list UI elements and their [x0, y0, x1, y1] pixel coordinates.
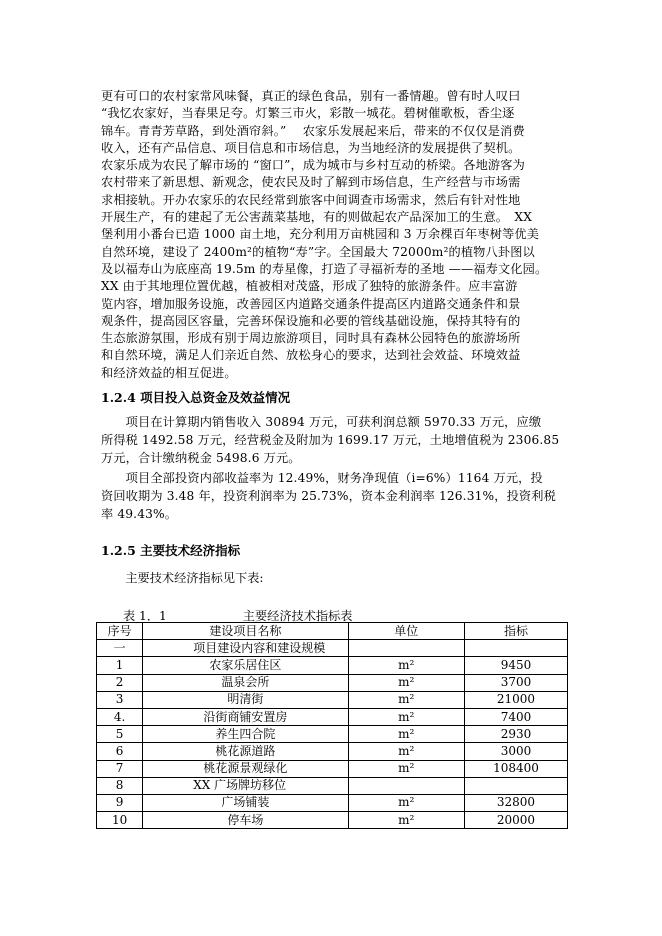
table-title: 主要经济技术指标表: [242, 609, 353, 623]
cell-unit: m²: [348, 657, 464, 674]
cell-name: 温泉会所: [143, 674, 348, 691]
text-line: 求相接轨。开办农家乐的农民经常到旅客中间调查市场需求，然后有针对性地: [101, 192, 521, 207]
table-row: [97, 708, 568, 725]
cell-no: 5: [97, 726, 143, 743]
table-row: [97, 743, 568, 760]
cell-no: 2: [97, 674, 143, 691]
cell-value: 2930: [464, 726, 567, 743]
cell-unit: m²: [348, 726, 464, 743]
text-line: 和自然环境，满足人们亲近自然、放松身心的要求，达到社会效益、环境效益: [101, 348, 521, 363]
section-heading-1-2-5: 1.2.5 主要技术经济指标: [101, 543, 241, 558]
cell-name: 桃花源景观绿化: [143, 760, 348, 777]
text-line: 所得税 1492.58 万元，经营税金及附加为 1699.17 万元，土地增值税为 2306.85: [101, 432, 560, 447]
cell-no: 4.: [97, 708, 143, 725]
cell-unit: m²: [348, 812, 464, 829]
cell-no: 一: [97, 640, 143, 657]
cell-value: 3000: [464, 743, 567, 760]
returns-paragraph: [101, 470, 561, 523]
table-row: [97, 657, 568, 674]
text-line: 观条件，提高园区容量，完善环保设施和必要的管线基础设施，保持其特有的: [101, 313, 521, 328]
text-line: 项目全部投资内部收益率为 12.49%，财务净现值（i=6%）1164 万元，投: [101, 471, 543, 485]
cell-unit: [348, 777, 464, 794]
cell-value: [464, 640, 567, 657]
cell-unit: m²: [348, 743, 464, 760]
text-line: 更有可口的农村家常风味餐，真正的绿色食品，别有一番情趣。曾有时人叹曰: [101, 89, 521, 103]
intro-paragraph: [101, 88, 561, 382]
cell-no: 3: [97, 691, 143, 708]
cell-no: 7: [97, 760, 143, 777]
cell-no: 9: [97, 794, 143, 811]
cell-no: 6: [97, 743, 143, 760]
cell-unit: m²: [348, 708, 464, 725]
text-line: “我忆农家好，当春果足夸。灯繁三市火，彩散一城花。碧树催歌板，香尘逐: [101, 106, 515, 121]
cell-no: 10: [97, 812, 143, 829]
text-line: 收入，还有产品信息、项目信息和市场信息，为当地经济的发展提供了契机。: [101, 140, 521, 155]
cell-name: 桃花源道路: [143, 743, 348, 760]
text-line: 锦车。青青芳草路，到处酒帘斜。” 农家乐发展起来后，带来的不仅仅是消费: [101, 123, 525, 138]
cell-value: 3700: [464, 674, 567, 691]
cell-name: 项目建设内容和建设规模: [143, 640, 348, 657]
table-row: [97, 640, 568, 657]
text-line: 生态旅游氛围，形成有别于周边旅游项目，同时具有森林公园特色的旅游场所: [101, 331, 521, 346]
cell-unit: [348, 640, 464, 657]
cell-no: 1: [97, 657, 143, 674]
cell-value: 9450: [464, 657, 567, 674]
header-unit: 单位: [348, 623, 464, 640]
text-line: 率 49.43%。: [101, 506, 178, 521]
cell-name: 广场铺装: [143, 794, 348, 811]
cell-name: 沿街商铺安置房: [143, 708, 348, 725]
cell-unit: m²: [348, 691, 464, 708]
table-row: [97, 812, 568, 829]
cell-name: 农家乐居住区: [143, 657, 348, 674]
table-intro-text: 主要技术经济指标见下表:: [101, 571, 264, 585]
header-value: 指标: [464, 623, 567, 640]
text-line: 农村带来了新思想、新观念，使农民及时了解到市场信息，生产经营与市场需: [101, 175, 521, 190]
cell-value: 20000: [464, 812, 567, 829]
text-line: 万元，合计缴纳税金 5498.6 万元。: [101, 450, 301, 465]
investment-paragraph: [101, 414, 561, 467]
cell-name: XX 广场牌坊移位: [143, 777, 348, 794]
table-row: [97, 691, 568, 708]
text-line: 农家乐成为农民了解市场的 “窗口”，成为城市与乡村互动的桥梁。各地游客为: [101, 158, 525, 173]
text-line: 项目在计算期内销售收入 30894 万元，可获利润总额 5970.33 万元，应缴: [101, 415, 542, 429]
cell-value: 7400: [464, 708, 567, 725]
header-no: 序号: [97, 623, 143, 640]
cell-unit: m²: [348, 794, 464, 811]
table-row: [97, 794, 568, 811]
cell-unit: m²: [348, 760, 464, 777]
header-name: 建设项目名称: [143, 623, 348, 640]
cell-value: 21000: [464, 691, 567, 708]
table-row: [97, 726, 568, 743]
text-line: 堡利用小番台已造 1000 亩土地，充分利用万亩桃园和 3 万余棵百年枣树等优美: [101, 227, 540, 242]
text-line: 开展生产，有的建起了无公害蔬菜基地，有的则做起农产品深加工的生意。 XX: [101, 210, 533, 225]
cell-unit: m²: [348, 674, 464, 691]
cell-value: 108400: [464, 760, 567, 777]
text-line: 自然环境，建设了 2400m²的植物“寿”字。全国最大 72000m²的植物八卦图以: [101, 244, 535, 259]
table-row: [97, 760, 568, 777]
cell-value: 32800: [464, 794, 567, 811]
text-line: 览内容，增加服务设施，改善园区内道路交通条件提高区内道路交通条件和景: [101, 296, 521, 311]
section-heading-1-2-4: 1.2.4 项目投入总资金及效益情况: [101, 390, 291, 405]
text-line: 资回收期为 3.48 年，投资利润率为 25.73%，资本金利润率 126.31%，投资利税: [101, 488, 556, 503]
text-line: 和经济效益的相互促进。: [101, 365, 237, 380]
text-line: XX 由于其地理位置优越，植被相对茂盛，形成了独特的旅游条件。应丰富游: [101, 279, 518, 294]
table-header-row: [97, 623, 568, 640]
table-row: [97, 777, 568, 794]
cell-no: 8: [97, 777, 143, 794]
cell-name: 停车场: [143, 812, 348, 829]
cell-name: 明清街: [143, 691, 348, 708]
indicator-table: [96, 622, 568, 829]
cell-name: 养生四合院: [143, 726, 348, 743]
cell-value: [464, 777, 567, 794]
table-number: 表 1．1: [123, 609, 167, 623]
table-row: [97, 674, 568, 691]
text-line: 及以福寿山为底座高 19.5m 的寿星像，打造了寻福祈寿的圣地 ——福寿文化园。: [101, 261, 548, 276]
